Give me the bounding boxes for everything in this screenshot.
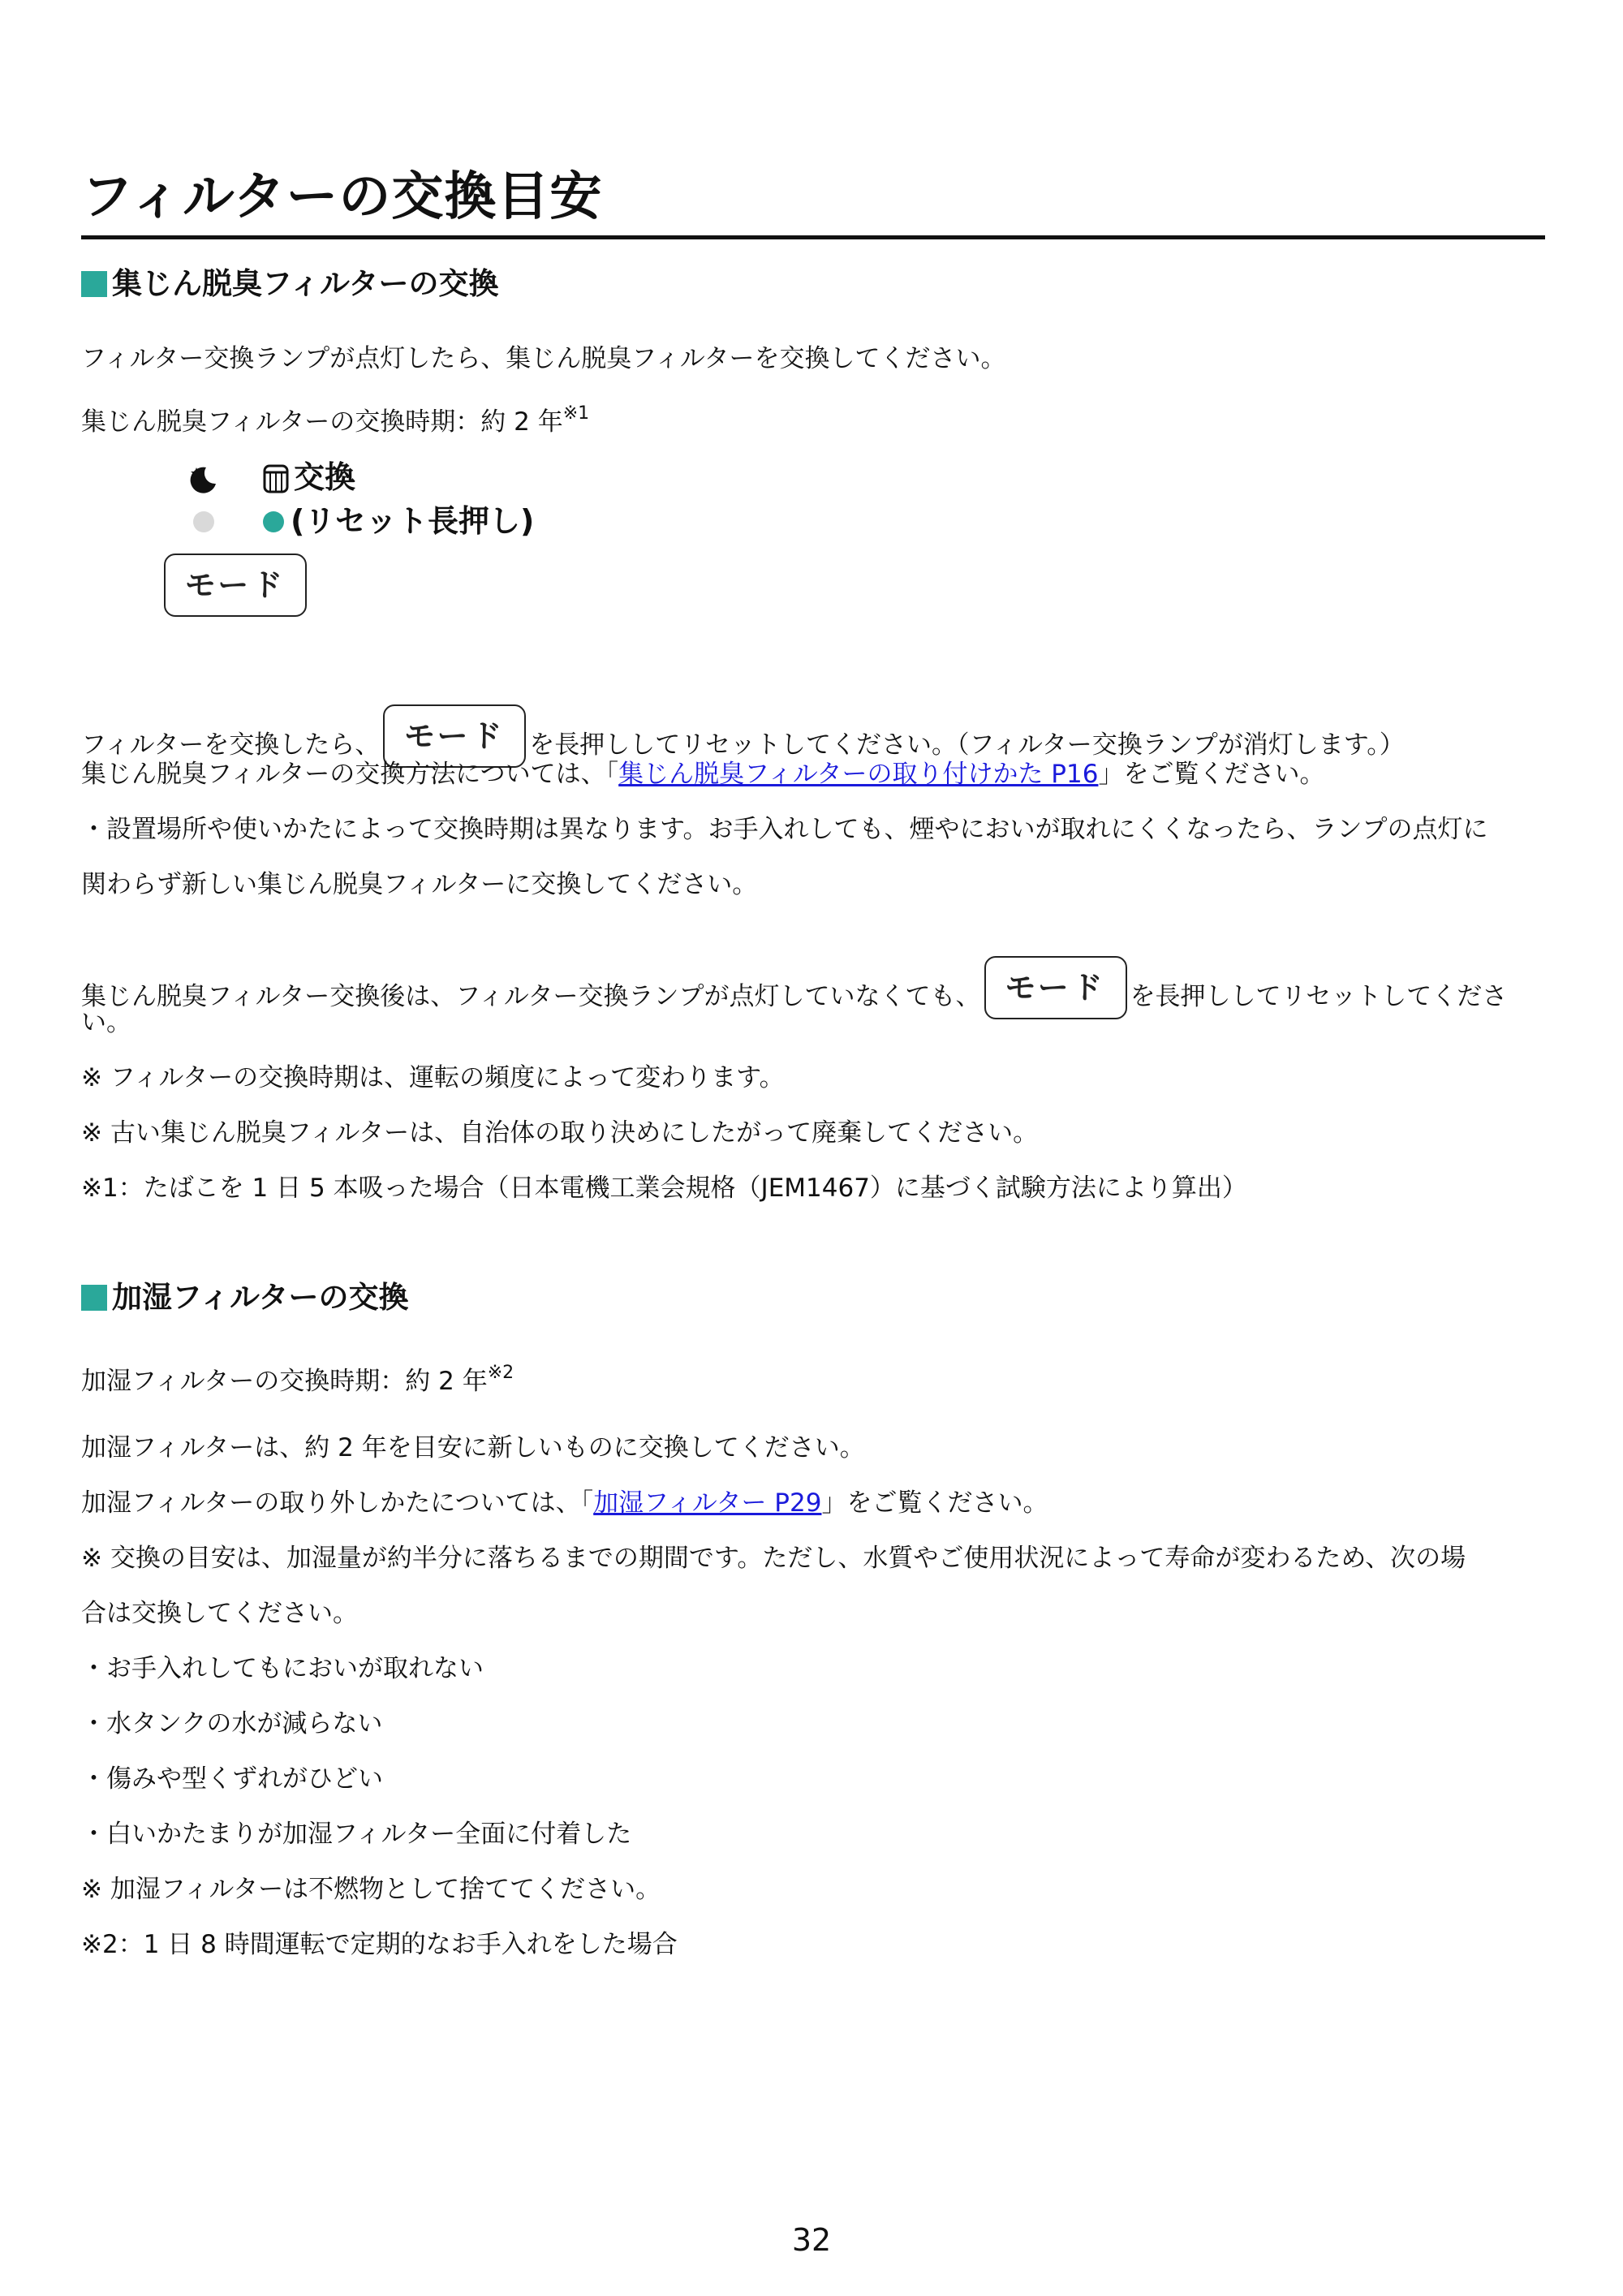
filter-icon (260, 463, 292, 495)
replacement-period (81, 404, 1550, 440)
list-item: ・白いかたまりが加湿フィルター全面に付着した (81, 1820, 632, 1849)
humidify-note-line-1: ※ 交換の目安は、加湿量が約半分に落ちるまでの期間です。ただし、水質やご使用状況によって寿命が変わるため、次の場 (81, 1544, 1466, 1573)
humidify-filter-link[interactable]: 加湿フィルター P29 (593, 1488, 822, 1518)
humidify-period (81, 1363, 1550, 1399)
after-reset-before: 集じん脱臭フィルター交換後は、フィルター交換ランプが点灯していなくても、 (81, 982, 981, 1011)
bullet-line-2: 関わらず新しい集じん脱臭フィルターに交換してください。 (81, 870, 758, 899)
humidify-dispose-note: ※ 加湿フィルターは不燃物として捨ててください。 (81, 1875, 661, 1904)
bullet-line-1: ・設置場所や使いかたによって交換時期は異なります。お手入れしても、煙やにおいが取れにくくなったら、ランプの点灯に (81, 815, 1488, 844)
filter-lamp-indicator (263, 511, 284, 532)
list-item: ・傷みや型くずれがひどい (81, 1764, 383, 1794)
method-reference (81, 756, 1550, 792)
list-item: ・お手入れしてもにおいが取れない (81, 1654, 484, 1683)
reset-instruction-before: フィルターを交換したら、 (81, 730, 381, 760)
heading-square-marker (81, 271, 107, 297)
section-heading-label: 集じん脱臭フィルターの交換 (112, 266, 499, 301)
lamp-off-indicator (193, 511, 214, 532)
mode-button[interactable]: モード (164, 554, 307, 617)
section-heading-dust-filter (81, 264, 499, 304)
humidify-period-text: 加湿フィルターの交換時期：約 2 年 (81, 1367, 488, 1396)
humidify-note-line-2: 合は交換してください。 (81, 1599, 358, 1628)
after-reset-after: を長押ししてリセットしてくださ (1130, 982, 1508, 1011)
mode-button-inline[interactable]: モード (383, 704, 526, 768)
humidify-replace-text: 加湿フィルターは、約 2 年を目安に新しいものに交換してください。 (81, 1433, 865, 1462)
humidify-method-reference (81, 1485, 1550, 1521)
note-disposal: ※ 古い集じん脱臭フィルターは、自治体の取り決めにしたがって廃棄してください。 (81, 1118, 1039, 1148)
footnote-ref-1: ※1 (562, 403, 590, 424)
moon-icon (187, 463, 219, 495)
reset-instruction-after: を長押ししてリセットしてください。（フィルター交換ランプが消灯します。） (529, 730, 1405, 760)
control-panel-illustration (162, 456, 568, 635)
method-after: 」をご覧ください。 (1098, 760, 1325, 789)
humidify-method-before: 加湿フィルターの取り外しかたについては、「 (81, 1488, 594, 1518)
dust-filter-install-link[interactable]: 集じん脱臭フィルターの取り付けかた P16 (618, 760, 1099, 789)
humidify-method-after: 」をご覧ください。 (821, 1488, 1048, 1518)
heading-square-marker (81, 1285, 107, 1311)
reset-instruction (81, 700, 1550, 763)
lamp-instruction: フィルター交換ランプが点灯したら、集じん脱臭フィルターを交換してください。 (81, 344, 1006, 373)
page-number: 32 (791, 2222, 832, 2258)
section-heading-label: 加湿フィルターの交換 (112, 1280, 409, 1315)
reset-hold-label: (リセット長押し) (291, 503, 535, 539)
note-frequency: ※ フィルターの交換時期は、運転の頻度によって変わります。 (81, 1063, 785, 1092)
exchange-label: 交換 (294, 459, 356, 495)
mode-button-inline-2[interactable]: モード (984, 956, 1127, 1019)
footnote-2: ※2：1 日 8 時間運転で定期的なお手入れをした場合 (81, 1930, 678, 1959)
footnote-1: ※1：たばこを 1 日 5 本吸った場合（日本電機工業会規格（JEM1467）に基づく試験方法により算出） (81, 1174, 1247, 1203)
footnote-ref-2: ※2 (487, 1363, 514, 1383)
after-reset-continuation: い。 (81, 1008, 131, 1037)
replacement-period-text: 集じん脱臭フィルターの交換時期：約 2 年 (81, 407, 563, 437)
list-item: ・水タンクの水が減らない (81, 1709, 383, 1738)
page-title: フィルターの交換目安 (81, 162, 1545, 239)
method-before: 集じん脱臭フィルターの交換方法については、「 (81, 760, 619, 789)
section-heading-humidify-filter (81, 1277, 409, 1318)
